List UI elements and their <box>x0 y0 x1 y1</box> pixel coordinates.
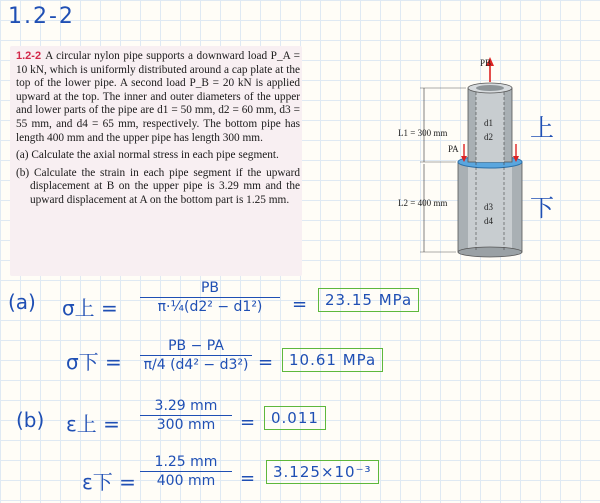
sigma-lower-result: 10.61 MPa <box>282 348 383 372</box>
sigma-upper-denominator: π·¼(d2² − d1²) <box>157 299 263 315</box>
part-b-label: (b) <box>16 408 45 432</box>
eps-lower-fraction <box>140 454 232 489</box>
part-a-label: (a) <box>8 290 36 314</box>
problem-part-b: (b) Calculate the strain in each pipe segment if the upward displacement at B on the upper pipe is 3.29 mm and the upward displacement at A on the bottom part is 1.25 mm. <box>16 166 300 206</box>
eps-upper-denominator: 300 mm <box>156 417 216 433</box>
problem-number: 1.2-2 <box>16 50 42 62</box>
sigma-lower-denominator: π/4 (d4² − d3²) <box>143 357 249 373</box>
eps-lower-numerator: 1.25 mm <box>154 454 218 470</box>
upper-mark: 上 <box>530 114 554 142</box>
d2-label: d2 <box>484 132 493 142</box>
problem-body: A circular nylon pipe supports a downward load P_A = 10 kN, which is uniformly distributed around a cap plate at the top of the lower pipe. A second load P_B = 20 kN is applied upward at the top. The inner and outer diameters of the upper and lower parts of the pipe are d1 = 50 mm, d2 = 60 mm, d3 = 55 mm, and d4 = 65 mm, respectively. The bottom pipe has length 400 mm and the upper pipe has length 300 mm. <box>16 50 300 144</box>
pipe-drawing <box>408 52 528 272</box>
sigma-lower-numerator: PB − PA <box>168 338 224 354</box>
eps-upper-fraction <box>140 398 232 433</box>
sigma-lower-lhs: σ下 = <box>66 350 122 374</box>
sigma-upper-numerator: PB <box>200 280 220 296</box>
d3-label: d3 <box>484 202 493 212</box>
eps-upper-numerator: 3.29 mm <box>154 398 218 414</box>
eps-upper-result: 0.011 <box>264 406 326 430</box>
eps-lower-denominator: 400 mm <box>156 473 216 489</box>
pipe-figure <box>398 52 528 272</box>
lower-mark: 下 <box>530 194 554 222</box>
l1-label: L1 = 300 mm <box>398 128 448 138</box>
handwritten-heading: 1.2-2 <box>8 4 75 29</box>
sigma-lower-fraction <box>140 338 252 373</box>
eps-lower-result: 3.125×10⁻³ <box>266 460 379 484</box>
d1-label: d1 <box>484 118 493 128</box>
sigma-upper-fraction <box>140 280 280 315</box>
pb-label: PB <box>480 58 492 68</box>
equals-sign: = <box>292 294 308 315</box>
equals-sign: = <box>240 468 256 489</box>
eps-upper-lhs: ε上 = <box>66 412 120 436</box>
problem-statement <box>16 50 300 212</box>
l2-label: L2 = 400 mm <box>398 198 448 208</box>
equals-sign: = <box>258 352 274 373</box>
sigma-upper-lhs: σ上 = <box>62 296 118 320</box>
pa-label: PA <box>448 144 459 154</box>
problem-part-a: (a) Calculate the axial normal stress in each pipe segment. <box>16 149 279 162</box>
sigma-upper-result: 23.15 MPa <box>318 288 419 312</box>
equals-sign: = <box>240 412 256 433</box>
eps-lower-lhs: ε下 = <box>82 470 136 494</box>
d4-label: d4 <box>484 216 493 226</box>
